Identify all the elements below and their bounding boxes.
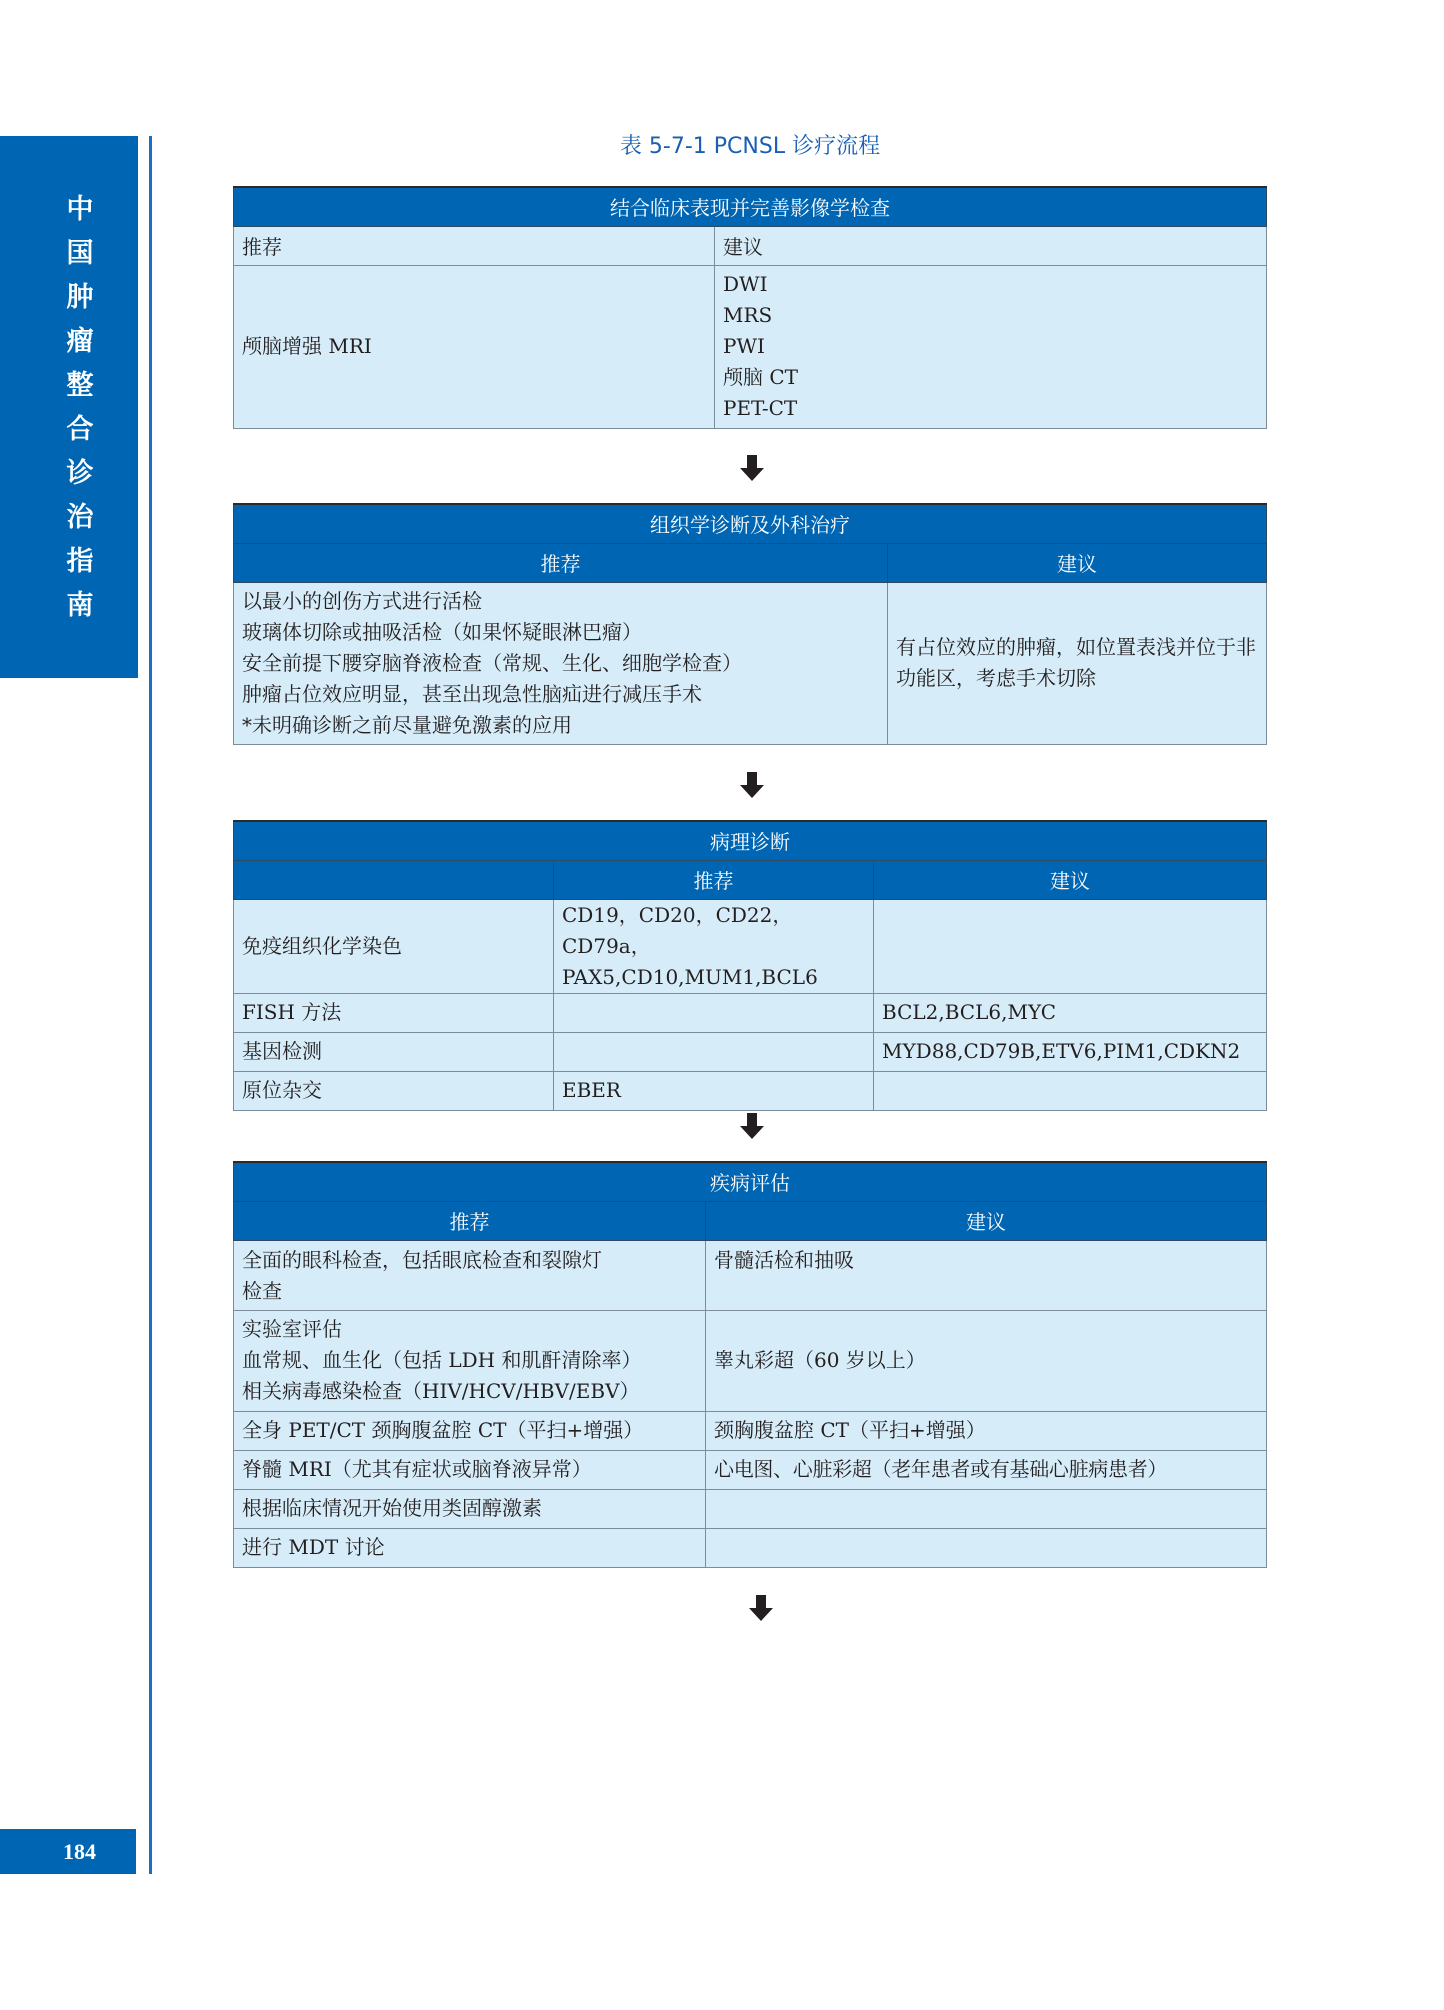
book-title-char: 肿: [66, 282, 94, 313]
table-caption: 表 5-7-1 PCNSL 诊疗流程: [619, 134, 881, 159]
cell-line: 实验室评估: [242, 1317, 342, 1341]
book-title-char: 瘤: [66, 326, 94, 357]
suggest-cell: [874, 899, 1267, 993]
suggest-cell: [715, 265, 1267, 428]
table-row: [234, 1071, 1267, 1110]
cell-line: 以最小的创伤方式进行活检: [242, 588, 482, 613]
suggest-cell: [888, 582, 1267, 744]
book-title-char: 国: [66, 238, 94, 269]
cell-line: 颅脑 CT: [723, 365, 798, 389]
section-heading: 结合临床表现并完善影像学检查: [234, 187, 1267, 226]
column-header-suggest: 建议: [715, 226, 1267, 265]
column-header-suggest: 建议: [874, 860, 1267, 899]
book-title-sidebar: [0, 136, 138, 678]
column-header-recommend: 推荐: [234, 1201, 706, 1240]
book-title-char: 中: [66, 194, 94, 225]
item-cell: FISH 方法: [234, 993, 554, 1032]
table-row: [234, 1240, 1267, 1310]
suggest-cell: [706, 1310, 1267, 1411]
book-title-char: 治: [66, 502, 94, 533]
book-title-char: 南: [66, 590, 94, 621]
cell-line: 安全前提下腰穿脑脊液检查（常规、生化、细胞学检查）: [242, 650, 742, 675]
cell-line: 有占位效应的肿瘤，如位置表浅并位于非功能区，考虑手术切除: [896, 635, 1256, 690]
item-cell: 基因检测: [234, 1032, 554, 1071]
column-header-suggest: 建议: [888, 543, 1267, 582]
cell-line: 骨髓活检和抽吸: [714, 1247, 854, 1272]
table-row: [234, 899, 1267, 993]
section-pathology: [233, 820, 1267, 1111]
cell-line: 玻璃体切除或抽吸活检（如果怀疑眼淋巴瘤）: [242, 619, 642, 644]
cell-line: *未明确诊断之前尽量避免激素的应用: [242, 712, 572, 737]
book-title-vertical: [58, 188, 102, 628]
cell-line: 睾丸彩超（60 岁以上）: [714, 1348, 926, 1372]
suggest-cell: [706, 1528, 1267, 1567]
cell-line: 肿瘤占位效应明显，甚至出现急性脑疝进行减压手术: [242, 681, 702, 706]
table-row: [234, 993, 1267, 1032]
section-imaging: [233, 186, 1267, 429]
section-heading: 疾病评估: [234, 1162, 1267, 1201]
recommend-cell: [234, 265, 715, 428]
recommend-cell: 脊髓 MRI（尤其有症状或脑脊液异常）: [234, 1450, 706, 1489]
cell-line: PAX5,CD10,MUM1,BCL6: [562, 964, 818, 989]
cell-line: 检查: [242, 1278, 282, 1303]
recommend-cell: 根据临床情况开始使用类固醇激素: [234, 1489, 706, 1528]
down-arrow-icon: [749, 1595, 773, 1621]
table-row: [234, 1032, 1267, 1071]
column-header-suggest: 建议: [706, 1201, 1267, 1240]
recommend-cell: [554, 1032, 874, 1071]
recommend-cell: [234, 1240, 706, 1310]
down-arrow-icon: [740, 455, 764, 481]
cell-line: DWI: [723, 272, 768, 296]
cell-line: PWI: [723, 334, 765, 358]
book-title-char: 合: [66, 414, 94, 445]
column-header-recommend: 推荐: [234, 543, 888, 582]
book-title-char: 整: [66, 370, 94, 401]
suggest-cell: MYD88,CD79B,ETV6,PIM1,CDKN2: [874, 1032, 1267, 1071]
recommend-cell: 全身 PET/CT 颈胸腹盆腔 CT（平扫+增强）: [234, 1411, 706, 1450]
suggest-cell: [874, 1071, 1267, 1110]
down-arrow-icon: [740, 772, 764, 798]
table-row: [234, 1528, 1267, 1567]
cell-line: PET-CT: [723, 396, 798, 420]
column-header-recommend: 推荐: [554, 860, 874, 899]
section-heading: 组织学诊断及外科治疗: [234, 504, 1267, 543]
column-header-recommend: 推荐: [234, 226, 715, 265]
suggest-cell: BCL2,BCL6,MYC: [874, 993, 1267, 1032]
cell-line: 相关病毒感染检查（HIV/HCV/HBV/EBV）: [242, 1379, 640, 1403]
suggest-cell: [706, 1240, 1267, 1310]
table-row: [234, 582, 1267, 744]
recommend-cell: 进行 MDT 讨论: [234, 1528, 706, 1567]
table-row: [234, 1310, 1267, 1411]
section-heading: 病理诊断: [234, 821, 1267, 860]
section-disease-evaluation: [233, 1161, 1267, 1568]
suggest-cell: [706, 1489, 1267, 1528]
item-cell: 原位杂交: [234, 1071, 554, 1110]
book-title-char: 诊: [66, 458, 94, 489]
book-title-char: 指: [66, 546, 94, 577]
cell-line: CD19，CD20，CD22，CD79a，: [562, 902, 793, 958]
page-number: 184: [0, 1829, 136, 1874]
suggest-cell: 心电图、心脏彩超（老年患者或有基础心脏病患者）: [706, 1450, 1267, 1489]
recommend-cell: EBER: [554, 1071, 874, 1110]
cell-line: 全面的眼科检查，包括眼底检查和裂隙灯: [242, 1247, 602, 1272]
table-row: [234, 1489, 1267, 1528]
table-row: [234, 1411, 1267, 1450]
suggest-cell: 颈胸腹盆腔 CT（平扫+增强）: [706, 1411, 1267, 1450]
table-row: [234, 265, 1267, 428]
down-arrow-icon: [740, 1113, 764, 1139]
cell-line: 血常规、血生化（包括 LDH 和肌酐清除率）: [242, 1348, 642, 1372]
recommend-cell: [554, 899, 874, 993]
item-cell: 免疫组织化学染色: [234, 899, 554, 993]
cell-line: MRS: [723, 303, 773, 327]
recommend-cell: [554, 993, 874, 1032]
table-row: [234, 1450, 1267, 1489]
section-histology-surgery: [233, 503, 1267, 745]
margin-rule: [149, 136, 152, 1874]
recommend-cell: [234, 1310, 706, 1411]
recommend-cell: [234, 582, 888, 744]
cell-line: 颅脑增强 MRI: [242, 334, 372, 358]
column-header-item: [234, 860, 554, 899]
